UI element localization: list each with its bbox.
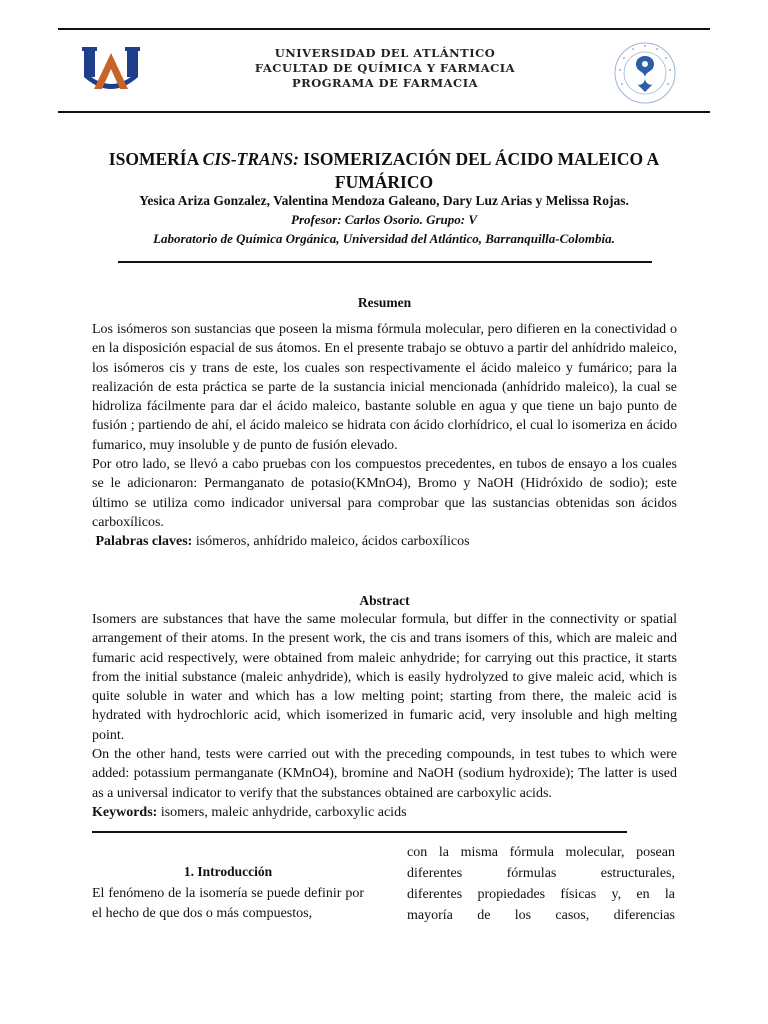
title-rule xyxy=(118,261,652,263)
header-top-rule xyxy=(58,28,710,30)
abstract-paragraph: On the other hand, tests were carried out with the preceding compounds, in test tubes to which were added: potassium permanganate (KMnO4), bromine and NaOH (sodium hydroxide); The latter is used as a universal indicator to verify that the substances obtained are carboxylic acids. xyxy=(92,747,677,801)
university-logo-icon xyxy=(82,45,140,93)
abstract-paragraph: Isomers are substances that have the same molecular formula, but differ in the connectivity or spatial arrangement of their atoms. In the present work, the cis and trans isomers of this, which are maleic and fumaric acid respectively, were obtained from maleic anhydride; for carrying out this practice, it starts from the initial substance (maleic anhydride), which is easily hydrolyzed to give maleic acid, which is quite soluble in water and which has a low melting point; starting from there, the maleic acid is hydrated with hydrochloric acid, which isomerized in fumaric acid, very insoluble and high melting point. xyxy=(92,612,677,743)
institution-line: UNIVERSIDAD DEL ATLÁNTICO xyxy=(274,46,496,60)
right-column-line: con la misma fórmula molecular, posean xyxy=(407,845,675,860)
resumen-paragraph: Por otro lado, se llevó a cabo pruebas con los compuestos precedentes, en tubos de ensayo a los cuales se le adicionaron: Permanganato de potasio(KMnO4), Bromo y NaOH (Hidróxido de sodio); este último se utiliza como indicador universal para comprobar que las sustancias obtenidas son ácidos carboxílicos. xyxy=(92,457,677,530)
intro-text: El fenómeno de la isomería se puede definir por el hecho de que dos o más compuestos, xyxy=(92,885,364,921)
institution-line: PROGRAMA DE FARMACIA xyxy=(292,76,478,90)
keywords-label: Palabras claves: xyxy=(95,534,193,550)
institution-line: FACULTAD DE QUÍMICA Y FARMACIA xyxy=(254,61,516,75)
resumen-paragraph: Los isómeros son sustancias que poseen la misma fórmula molecular, pero difieren en la conectividad o en la disposición espacial de sus átomos. En el presente trabajo se obtuvo a partir del anhídrido maleico, los isómeros cis y trans de este, los cuales son respectivamente el ácido maleico y fumárico; para la realización de esta práctica se parte de la sustancia inicial mencionada (anhídrido maleico), la cual se hidroliza fácilmente para dar el ácido maleico, bastante soluble en agua y que tiene un bajo punto de fusión ; partiendo de ahí, el ácido maleico se hidrata con ácido clorhídrico, el cual lo isomeriza en ácido fumarico, muy insoluble y de punto de fusión elevado. xyxy=(92,322,677,453)
abstract-keywords xyxy=(92,803,677,822)
affiliation: Laboratorio de Química Orgánica, Universidad del Atlántico, Barranquilla-Colombia. xyxy=(153,231,615,246)
resumen-keywords xyxy=(92,532,677,551)
right-column-line: mayoría de los casos, diferencias xyxy=(407,908,675,923)
right-column-line: diferentes propiedades físicas y, en la xyxy=(407,887,675,902)
paper-title xyxy=(60,148,708,194)
header-bottom-rule xyxy=(58,111,710,113)
intro-heading: 1. Introducción xyxy=(183,864,273,879)
professor: Profesor: Carlos Osorio. Grupo: V xyxy=(291,212,477,227)
resumen-body xyxy=(92,320,677,552)
institution-header xyxy=(180,46,590,91)
abstract-heading: Abstract xyxy=(359,593,410,608)
faculty-seal-icon xyxy=(612,40,678,106)
resumen-heading: Resumen xyxy=(357,295,412,310)
keywords-text: isomers, maleic anhydride, carboxylic acids xyxy=(157,804,407,820)
keywords-text: isómeros, anhídrido maleico, ácidos carboxílicos xyxy=(192,534,470,550)
authors: Yesica Ariza Gonzalez, Valentina Mendoza Galeano, Dary Luz Arias y Melissa Rojas. xyxy=(139,193,629,208)
title-italic: CIS-TRANS: xyxy=(202,149,299,169)
right-column xyxy=(407,842,675,926)
intro-column xyxy=(92,862,364,925)
right-column-line: diferentes fórmulas estructurales, xyxy=(407,866,675,881)
title-suffix: ISOMERIZACIÓN DEL ÁCIDO MALEICO A FUMÁRICO xyxy=(298,149,660,192)
title-prefix: ISOMERÍA xyxy=(108,149,203,169)
abstract-body xyxy=(92,610,677,822)
keywords-label: Keywords: xyxy=(92,804,158,820)
abstract-rule xyxy=(92,831,627,833)
